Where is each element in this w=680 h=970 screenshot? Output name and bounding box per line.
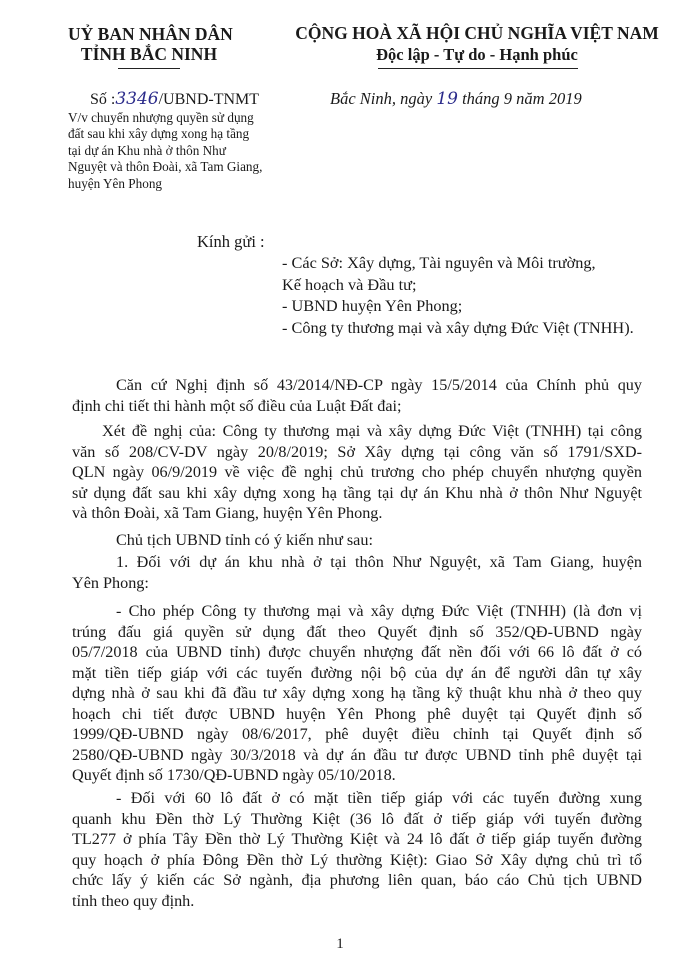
document-number: Số :3346/UBND-TNMT — [90, 89, 260, 109]
paragraph-legal-basis: Căn cứ Nghị định số 43/2014/NĐ-CP ngày 15/5/2014 của Chính phủ quy định chi tiết thi hành một số điều của Luật Đất đai; — [72, 376, 642, 415]
recipient-list — [282, 252, 634, 338]
greeting: Kính gửi : — [197, 232, 265, 251]
paragraph-60-lots: - Đối với 60 lô đất ở có mặt tiền tiếp giáp với các tuyến đường xung quanh khu Đền thờ Lý Thường Kiệt (36 lô đất ở tiếp giáp với tuyến đường TL277 ở phía Tây Đền thờ Lý Thường Kiệt và 24 lô đất ở tiếp giáp tuyến đường quy hoạch ở phía Đông Đền thờ Lý thường Kiệt): Giao Sở Xây dựng chủ trì tổ chức lấy ý kiến các Sở ngành, địa phương liên quan, báo cáo Chủ tịch UBND tỉnh theo quy định. — [72, 789, 642, 910]
paragraph-item-1: 1. Đối với dự án khu nhà ở tại thôn Như Nguyệt, xã Tam Giang, huyện Yên Phong: — [72, 553, 642, 592]
province-name: TỈNH BẮC NINH — [80, 44, 218, 64]
recipient-line: - UBND huyện Yên Phong; — [282, 296, 463, 315]
handwritten-number: 3346 — [115, 89, 159, 109]
subject-line: huyện Yên Phong — [68, 175, 163, 191]
subject-block — [68, 110, 288, 192]
paragraph-permission: - Cho phép Công ty thương mại và xây dựng Đức Việt (TNHH) (là đơn vị trúng đấu giá quyền sử dụng đất theo Quyết định số 352/QĐ-UBND ngày 05/7/2018 của UBND tỉnh) được chuyển nhượng đất nền đối với 66 lô đất ở có mặt tiền tiếp giáp với các tuyến đường nội bộ của dự án để người dân tự xây dựng nhà ở sau khi đã đầu tư xây dựng xong hạ tầng kỹ thuật khu nhà ở theo quy hoạch chi tiết được UBND huyện Yên Phong phê duyệt tại Quyết định số 1999/QĐ-UBND ngày 08/6/2017, phê duyệt điều chỉnh tại Quyết định số 2580/QĐ-UBND ngày 30/3/2018 và dự án đầu tư được UBND tỉnh phê duyệt tại Quyết định số 1730/QĐ-UBND ngày 05/10/2018. — [72, 602, 642, 784]
nation-title: CỘNG HOÀ XÃ HỘI CHỦ NGHĨA VIỆT NAM — [295, 23, 659, 43]
subject-line: tại dự án Khu nhà ở thôn Như — [68, 142, 226, 158]
page-number: 1 — [336, 936, 344, 952]
document-date: Bắc Ninh, ngày 19 tháng 9 năm 2019 — [330, 89, 582, 109]
recipient-line: Kế hoạch và Đầu tư; — [282, 274, 417, 294]
agency-name: UỶ BAN NHÂN DÂN — [68, 24, 233, 44]
nation-motto: Độc lập - Tự do - Hạnh phúc — [376, 45, 578, 64]
paragraph-opinion: Chủ tịch UBND tỉnh có ý kiến như sau: — [116, 531, 373, 549]
agency-underline — [118, 68, 180, 69]
subject-line: đất sau khi xây dựng xong hạ tầng — [68, 126, 250, 142]
recipient-line: - Công ty thương mại và xây dựng Đức Việt (TNHH). — [282, 317, 634, 337]
subject-line: Nguyệt và thôn Đoài, xã Tam Giang, — [68, 159, 263, 175]
subject-line: V/v chuyển nhượng quyền sử dụng — [68, 110, 254, 125]
recipient-line: - Các Sở: Xây dựng, Tài nguyên và Môi trường, — [282, 253, 596, 272]
handwritten-day: 19 — [436, 89, 458, 109]
paragraph-considering: Xét đề nghị của: Công ty thương mại và xây dựng Đức Việt (TNHH) tại công văn số 208/CV-DV ngày 20/8/2019; Sở Xây dựng tại công văn số 1791/SXD- QLN ngày 06/9/2019 về việc đề nghị chủ trương cho phép chuyển nhượng quyền sử dụng đất sau khi xây dựng xong hạ tầng tại dự án Khu nhà ở thôn Như Nguyệt và thôn Đoài, xã Tam Giang, huyện Yên Phong. — [72, 422, 642, 522]
motto-underline — [378, 68, 578, 69]
